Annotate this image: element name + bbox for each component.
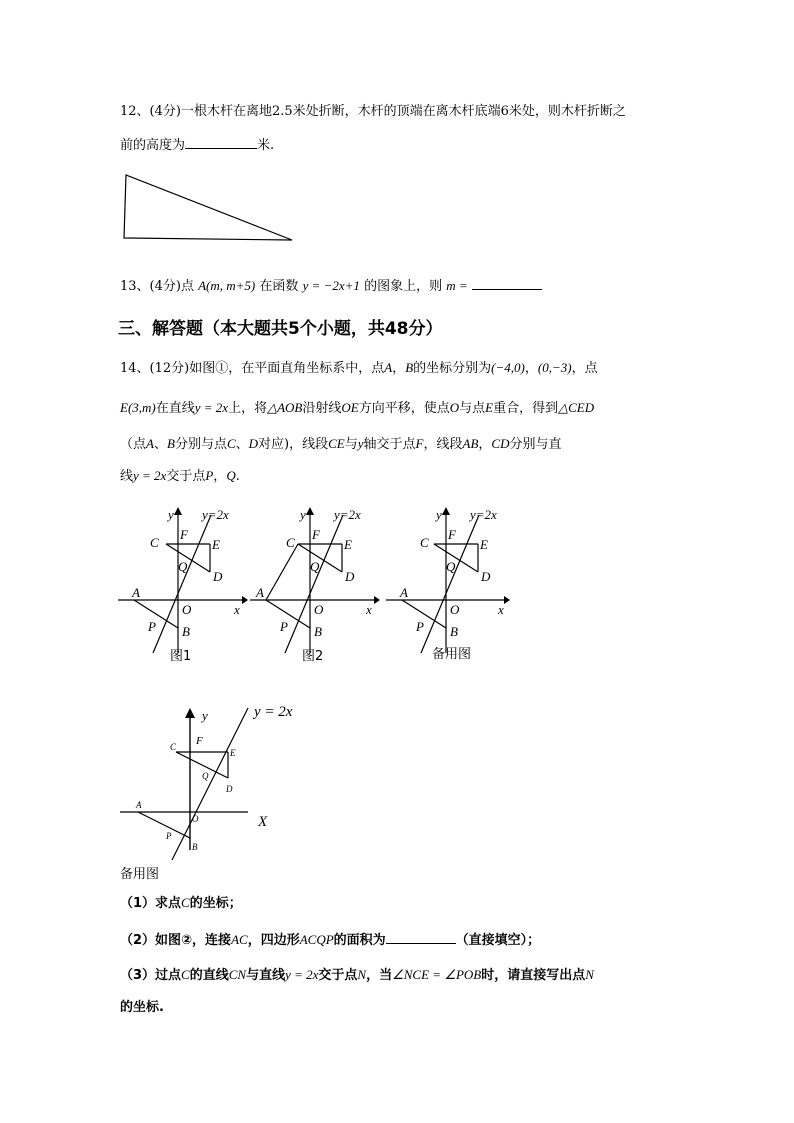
segment-cd [298,544,342,572]
label-x: x [366,602,372,617]
y-axis-arrow [174,507,182,515]
label-b: B [314,624,322,639]
segment-ab [266,600,310,628]
segment-cd [166,544,210,572]
label-y: y [436,507,442,522]
label-line: y = 2x [254,704,293,720]
x-axis-arrow [374,596,380,604]
label-line: y=2x [202,507,229,522]
caption-figure-spare-2: 备用图 [120,867,160,882]
label-o: O [314,602,324,617]
caption-figure-1: 图1 [170,649,192,664]
label-c: C [170,742,177,752]
label-e: E [480,537,488,552]
label-o: O [192,814,199,824]
q14-line2: E(3,m)在直线y = 2x上，将△AOB沿射线OE方向平移，使点O与点E重合，得到△CED [120,400,595,416]
label-p: P [166,831,172,841]
section-heading: 三、解答题（本大题共5个小题，共48分） [118,319,443,339]
segment-ab [134,600,178,628]
label-f: F [448,527,456,542]
label-c: C [286,535,295,550]
figure-spare-1 [386,503,516,668]
segment-ac [266,544,298,600]
q12-line1: 12、(4分)一根木杆在离地2.5米处折断，木杆的顶端在离木杆底端6米处，则木杆折断之 [120,104,626,119]
label-q: Q [202,771,209,781]
label-o: O [182,602,192,617]
label-f: F [180,527,188,542]
label-a: A [256,585,264,600]
label-y: y [202,708,208,723]
label-p: P [148,619,156,634]
label-p: P [416,619,424,634]
label-e: E [344,537,352,552]
label-a: A [400,585,408,600]
label-x: x [234,602,240,617]
label-x: X [258,814,268,830]
y-axis-arrow [185,708,195,718]
q12-triangle-figure [118,172,298,247]
label-b: B [192,842,198,852]
label-a: A [132,585,140,600]
label-f: F [312,527,320,542]
sub-question-1: （1）求点C的坐标； [120,895,242,911]
label-line: y=2x [334,507,361,522]
y-axis-arrow [442,507,450,515]
answer-blank-q12 [185,134,257,149]
broken-pole-triangle [124,175,292,240]
label-a: A [136,800,142,810]
line-y-2x [172,708,248,860]
caption-figure-spare-1: 备用图 [432,647,472,662]
y-axis-arrow [306,507,314,515]
label-p: P [280,619,288,634]
segment-cd [434,544,478,572]
caption-figure-2: 图2 [302,649,324,664]
segment-ab [138,812,190,838]
label-c: C [150,535,159,550]
label-d: D [481,569,491,584]
segment-ab [402,600,446,628]
label-q: Q [446,559,456,574]
label-e: E [230,748,236,758]
label-c: C [420,535,429,550]
q14-line1: 14、(12分)如图①，在平面直角坐标系中，点A，B的坐标分别为(−4,0)，(0,−3)，点 [120,360,598,376]
x-axis-arrow [242,596,248,604]
label-o: O [450,602,460,617]
label-e: E [212,537,220,552]
label-q: Q [310,559,320,574]
sub-question-3: （3）过点C的直线CN与直线y = 2x交于点N，当∠NCE = ∠POB时，请直接写出点N [120,967,594,983]
answer-blank-q13 [472,275,542,290]
label-d: D [345,569,355,584]
label-b: B [450,624,458,639]
figure-2 [250,503,380,668]
label-q: Q [178,559,188,574]
figure-spare-2 [118,700,318,890]
q13-line: 13、(4分)点 A(m, m+5) 在函数 y = −2x+1 的图象上，则 m = [120,275,542,297]
label-f: F [196,735,203,747]
answer-blank-q14-2 [386,929,456,944]
label-x: x [498,602,504,617]
x-axis-arrow [504,596,510,604]
label-y: y [168,507,174,522]
sub-question-3-line2: 的坐标. [120,1000,164,1015]
label-d: D [213,569,223,584]
figure-1 [118,503,248,668]
label-b: B [182,624,190,639]
label-d: D [226,784,233,794]
sub-question-2: （2）如图②，连接AC，四边形ACQP的面积为 （直接填空）； [120,929,540,951]
label-line: y=2x [470,507,497,522]
q14-line4: 线y = 2x交于点P，Q. [120,468,240,484]
q14-line3: （点A、B分别与点C、D对应)，线段CE与y轴交于点F，线段AB，CD分别与直 [120,436,562,452]
q12-line2: 前的高度为 米. [120,134,274,156]
label-y: y [300,507,306,522]
